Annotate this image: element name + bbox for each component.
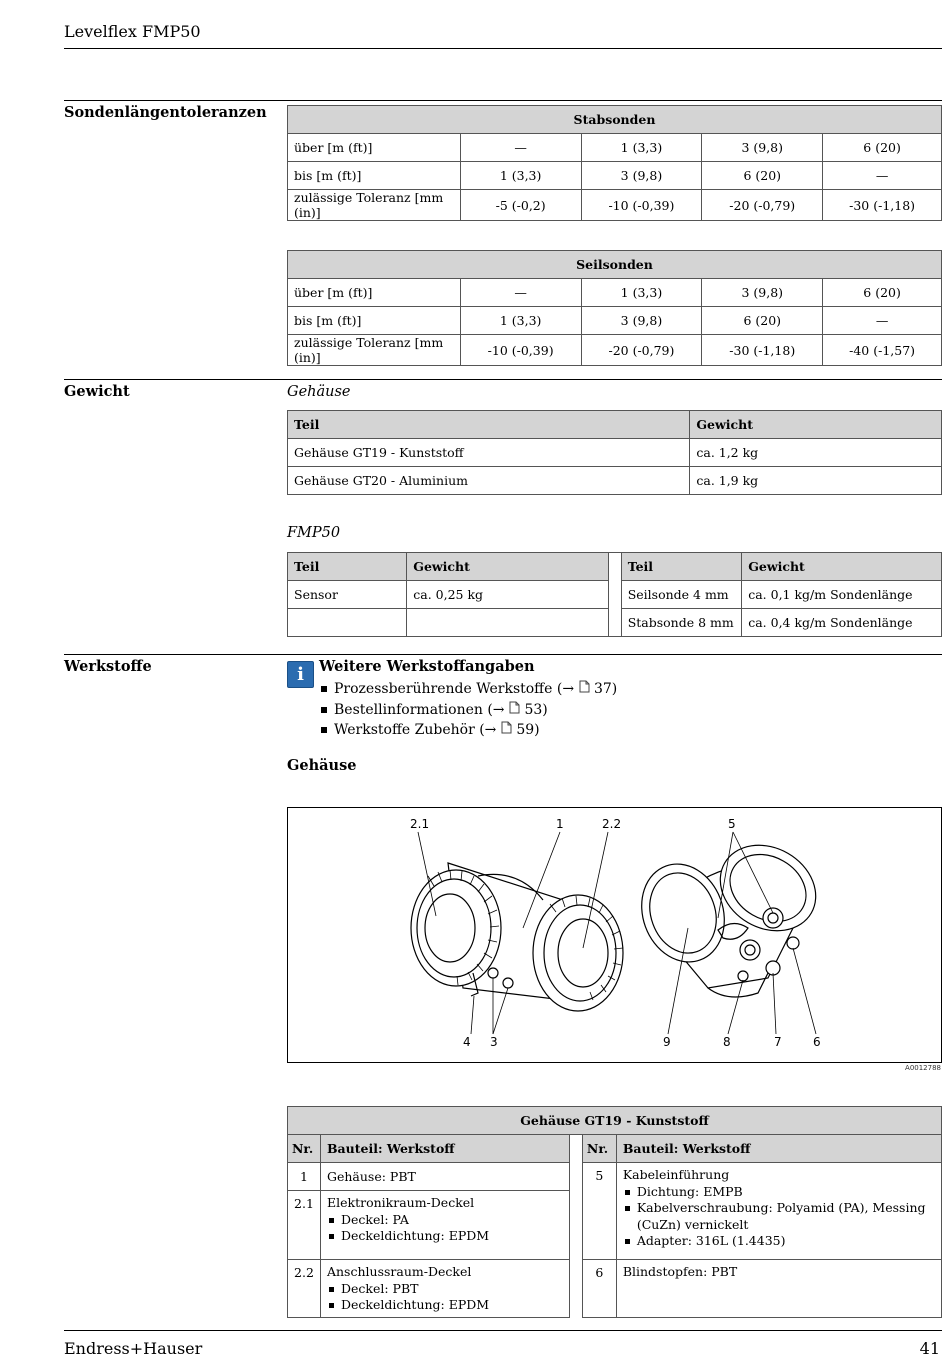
page-icon xyxy=(501,720,512,740)
row-label: zulässige Toleranz [mm (in)] xyxy=(288,190,461,221)
bullet-icon xyxy=(625,1206,630,1211)
list-item[interactable] xyxy=(320,720,617,741)
table-cell: — xyxy=(823,162,942,190)
table-cell: Sensor xyxy=(288,581,407,609)
page-icon xyxy=(579,679,590,699)
table-cell: 6 xyxy=(582,1260,616,1318)
callout-1: 1 xyxy=(556,817,564,831)
row-label: zulässige Toleranz [mm (in)] xyxy=(288,335,461,366)
table-cell: Seilsonde 4 mm xyxy=(621,581,742,609)
bullet-icon xyxy=(321,686,327,692)
table-cell: 5 xyxy=(582,1163,616,1260)
table-cell: Blindstopfen: PBT xyxy=(616,1260,941,1318)
table-row xyxy=(288,1163,942,1191)
table-cell: 1 (3,3) xyxy=(581,279,702,307)
info-title: Weitere Werkstoffangaben xyxy=(319,658,535,675)
table-cell xyxy=(320,1260,569,1318)
section-label-weight: Gewicht xyxy=(64,383,130,400)
table-row xyxy=(288,279,942,307)
table-cell: 6 (20) xyxy=(823,279,942,307)
list-item: Adapter: 316L (1.4435) xyxy=(623,1233,935,1250)
table-row xyxy=(288,609,942,637)
table-title: Seilsonden xyxy=(288,251,942,279)
list-item: Deckeldichtung: EPDM xyxy=(327,1297,563,1314)
table-cell: -10 (-0,39) xyxy=(581,190,702,221)
table-cell: Gehäuse: PBT xyxy=(320,1163,569,1191)
link-text: Bestellinformationen (→ xyxy=(334,701,505,718)
cell-heading: Kabeleinführung xyxy=(622,1167,730,1182)
page-ref: 37) xyxy=(593,681,618,697)
table-cell: 3 (9,8) xyxy=(581,307,702,335)
cell-list xyxy=(623,1184,935,1250)
column-header: Teil xyxy=(621,553,742,581)
table-cell: Gehäuse GT19 - Kunststoff xyxy=(288,439,690,467)
footer-rule xyxy=(64,1330,942,1331)
section-label-materials: Werkstoffe xyxy=(64,658,152,675)
link-text: Werkstoffe Zubehör (→ xyxy=(334,722,497,738)
table-row xyxy=(288,335,942,366)
table-cell: 2.2 xyxy=(288,1260,321,1318)
bullet-icon xyxy=(625,1239,630,1244)
callout-2-1: 2.1 xyxy=(410,817,430,831)
table-row xyxy=(288,1260,942,1318)
callout-2-2: 2.2 xyxy=(602,817,622,831)
table-cell xyxy=(407,609,608,637)
table-cell: 6 (20) xyxy=(702,162,823,190)
cell-list xyxy=(327,1212,563,1245)
page-ref: 53) xyxy=(524,701,548,718)
table-cell: -5 (-0,2) xyxy=(460,190,581,221)
table-gap xyxy=(569,1135,582,1163)
table-row xyxy=(288,467,942,495)
column-header: Bauteil: Werkstoff xyxy=(320,1135,569,1163)
bullet-icon xyxy=(329,1303,334,1308)
table-cell: -20 (-0,79) xyxy=(702,190,823,221)
cell-list xyxy=(327,1281,563,1314)
list-item[interactable] xyxy=(320,679,617,700)
fmp50-weight-table xyxy=(287,552,942,637)
table-row xyxy=(288,134,942,162)
column-header: Gewicht xyxy=(407,553,608,581)
column-header: Nr. xyxy=(288,1135,321,1163)
page-ref: 59) xyxy=(516,722,540,738)
column-header: Teil xyxy=(288,411,690,439)
callout-6: 6 xyxy=(813,1035,821,1049)
subtitle-fmp50: FMP50 xyxy=(287,525,341,541)
bullet-icon xyxy=(321,707,327,713)
info-icon: i xyxy=(287,661,314,688)
table-row xyxy=(288,439,942,467)
table-cell xyxy=(288,609,407,637)
seil-tolerance-table xyxy=(287,250,942,366)
section-rule xyxy=(64,654,942,655)
callout-7: 7 xyxy=(774,1035,782,1049)
bullet-icon xyxy=(321,727,327,733)
list-item[interactable] xyxy=(320,700,617,721)
link-text: Prozessberührende Werkstoffe (→ xyxy=(334,681,575,697)
callout-5: 5 xyxy=(728,817,736,831)
row-label: über [m (ft)] xyxy=(288,134,461,162)
table-cell: ca. 0,1 kg/m Sondenlänge xyxy=(742,581,942,609)
row-label: bis [m (ft)] xyxy=(288,162,461,190)
housing-heading: Gehäuse xyxy=(287,757,357,774)
table-cell: 6 (20) xyxy=(702,307,823,335)
list-item: Dichtung: EMPB xyxy=(623,1184,935,1201)
table-title: Gehäuse GT19 - Kunststoff xyxy=(288,1107,942,1135)
section-rule xyxy=(64,379,942,380)
table-cell: ca. 0,4 kg/m Sondenlänge xyxy=(742,609,942,637)
housing-figure xyxy=(287,807,942,1063)
table-title: Stabsonden xyxy=(288,106,942,134)
table-cell: 1 (3,3) xyxy=(460,307,581,335)
footer-brand: Endress+Hauser xyxy=(64,1339,203,1358)
list-item: Deckel: PBT xyxy=(327,1281,563,1298)
table-cell: ca. 0,25 kg xyxy=(407,581,608,609)
table-cell xyxy=(320,1191,569,1260)
list-item: Deckel: PA xyxy=(327,1212,563,1229)
table-cell: — xyxy=(823,307,942,335)
table-cell: 6 (20) xyxy=(823,134,942,162)
list-item: Deckeldichtung: EPDM xyxy=(327,1228,563,1245)
table-cell: 1 (3,3) xyxy=(581,134,702,162)
table-cell: — xyxy=(460,134,581,162)
page-icon xyxy=(509,700,520,720)
housing-drawing xyxy=(288,808,941,1062)
table-cell: Stabsonde 8 mm xyxy=(621,609,742,637)
table-row xyxy=(288,190,942,221)
stab-tolerance-table xyxy=(287,105,942,221)
callout-3: 3 xyxy=(490,1035,498,1049)
table-cell: ca. 1,9 kg xyxy=(690,467,942,495)
table-cell: Gehäuse GT20 - Aluminium xyxy=(288,467,690,495)
document-header-title: Levelflex FMP50 xyxy=(64,22,201,41)
table-cell: 3 (9,8) xyxy=(702,134,823,162)
table-row xyxy=(288,307,942,335)
section-label-tolerances: Sondenlängentoleranzen xyxy=(64,104,267,121)
table-gap xyxy=(608,553,621,581)
table-cell: 3 (9,8) xyxy=(581,162,702,190)
table-cell: 1 xyxy=(288,1163,321,1191)
bullet-icon xyxy=(329,1234,334,1239)
column-header: Gewicht xyxy=(690,411,942,439)
table-row xyxy=(288,581,942,609)
callout-9: 9 xyxy=(663,1035,671,1049)
table-cell: -20 (-0,79) xyxy=(581,335,702,366)
table-cell: 1 (3,3) xyxy=(460,162,581,190)
bullet-icon xyxy=(329,1287,334,1292)
table-cell: -40 (-1,57) xyxy=(823,335,942,366)
table-cell: 2.1 xyxy=(288,1191,321,1260)
table-cell: -30 (-1,18) xyxy=(702,335,823,366)
gt19-material-table xyxy=(287,1106,942,1318)
housing-weight-table xyxy=(287,410,942,495)
list-item: Kabelverschraubung: Polyamid (PA), Messing (CuZn) vernickelt xyxy=(623,1200,935,1233)
callout-4: 4 xyxy=(463,1035,471,1049)
table-gap xyxy=(608,581,621,609)
table-cell: -10 (-0,39) xyxy=(460,335,581,366)
column-header: Teil xyxy=(288,553,407,581)
table-cell xyxy=(616,1163,941,1260)
column-header: Nr. xyxy=(582,1135,616,1163)
page-number: 41 xyxy=(919,1339,940,1358)
callout-8: 8 xyxy=(723,1035,731,1049)
figure-code: A0012788 xyxy=(905,1064,941,1072)
table-gap xyxy=(608,609,621,637)
subtitle-housing: Gehäuse xyxy=(287,384,351,400)
cell-heading: Elektronikraum-Deckel xyxy=(326,1195,475,1210)
header-rule xyxy=(64,48,942,49)
bullet-icon xyxy=(329,1218,334,1223)
bullet-icon xyxy=(625,1190,630,1195)
section-rule xyxy=(64,100,942,101)
table-cell: 3 (9,8) xyxy=(702,279,823,307)
table-gap xyxy=(569,1163,582,1318)
cell-heading: Anschlussraum-Deckel xyxy=(326,1264,472,1279)
column-header: Gewicht xyxy=(742,553,942,581)
table-row xyxy=(288,162,942,190)
row-label: bis [m (ft)] xyxy=(288,307,461,335)
table-cell: -30 (-1,18) xyxy=(823,190,942,221)
table-cell: ca. 1,2 kg xyxy=(690,439,942,467)
info-list xyxy=(320,679,617,741)
column-header: Bauteil: Werkstoff xyxy=(616,1135,941,1163)
row-label: über [m (ft)] xyxy=(288,279,461,307)
table-cell: — xyxy=(460,279,581,307)
